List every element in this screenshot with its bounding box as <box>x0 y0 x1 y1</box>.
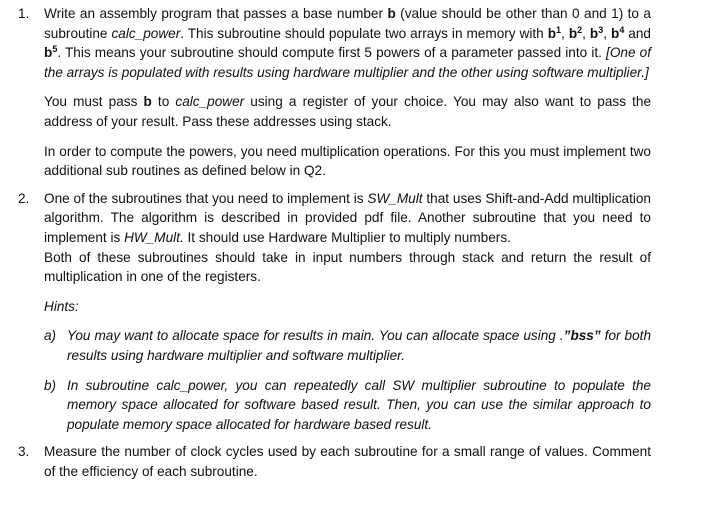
bracket-note: [One of the arrays is populated with results using hardware multiplier and the other using software multiplier.] <box>44 45 651 80</box>
sw-mult-name: SW_Mult <box>367 190 423 206</box>
function-name: calc_power <box>175 94 245 110</box>
question-2-paragraph-1: One of the subroutines that you need to implement is SW_Mult that uses Shift-and-Add multiplication algorithm. The algorithm is described in provided pdf file. Another subroutine that you need to implement is HW_Mult. It should use Hardware Multiplier to multiply numbers. <box>44 190 651 245</box>
question-3-paragraph-1: Measure the number of clock cycles used by each subroutine for a small range of values. Comment of the efficiency of each subroutine. <box>44 444 651 479</box>
text: . This means your subroutine should compute first 5 powers of a parameter passed into it. <box>57 45 607 61</box>
question-2 <box>0 189 721 435</box>
question-1 <box>0 4 721 181</box>
hint-a-text: You may want to allocate space for results in main. You can allocate space using .”bss” for both results using hardware multiplier and software multiplier. <box>67 328 652 363</box>
text: Write an assembly program that passes a base number <box>44 6 388 21</box>
power-b5: $b^5$ <box>44 44 58 61</box>
question-2-number: 2. <box>18 190 30 206</box>
variable-b: b <box>387 6 396 21</box>
hints-label: Hints: <box>44 298 79 314</box>
bss-keyword: ”bss” <box>563 328 601 344</box>
hint-a <box>44 326 651 365</box>
power-b2: $b^2$ <box>568 24 583 41</box>
text: . This subroutine should populate two arrays in memory with <box>180 25 548 41</box>
function-name: calc_power <box>111 25 181 41</box>
question-1-number: 1. <box>18 6 30 21</box>
hint-b-text: In subroutine calc_power, you can repeatedly call SW multiplier subroutine to populate the memory space allocated for software based result. Then, you can use the similar approach to populate memory space allocated for hardware based result. <box>67 377 651 432</box>
question-2-paragraph-2: Both of these subroutines should take in input numbers through stack and return the result of multiplication in one of the registers. <box>44 249 651 285</box>
power-b4: $b^4$ <box>611 24 625 41</box>
question-1-paragraph-1: Write an assembly program that passes a base number b (value should be other than 0 and 1) to a subroutine calc_power. This subroutine should populate two arrays in memory with $b^1$, $b^2$, $b^3$, $b^4$ and $b^5$. This means your subroutine should compute first 5 powers of a parameter passed into it. [One of the arrays is populated with results using hardware multiplier and the other using software multiplier.] <box>44 6 651 80</box>
hw-mult-name: HW_Mult. <box>124 229 184 245</box>
variable-b: b <box>143 94 152 110</box>
hint-b-letter: b) <box>44 377 57 393</box>
document-body <box>0 4 721 481</box>
power-b3: $b^3$ <box>589 24 604 41</box>
hint-a-letter: a) <box>44 328 57 344</box>
hint-b <box>44 376 651 435</box>
question-3 <box>0 442 721 481</box>
power-b1: $b^1$ <box>547 24 562 41</box>
question-3-number: 3. <box>18 444 30 460</box>
question-1-paragraph-2: You must pass b to calc_power using a register of your choice. You may also want to pass the address of your result. Pass these addresses using stack. <box>44 94 652 129</box>
text: (value should be other than 0 and 1) to a subroutine <box>44 6 651 41</box>
question-1-paragraph-3: In order to compute the powers, you need multiplication operations. For this you must implement two additional sub routines as defined below in Q2. <box>44 143 651 179</box>
